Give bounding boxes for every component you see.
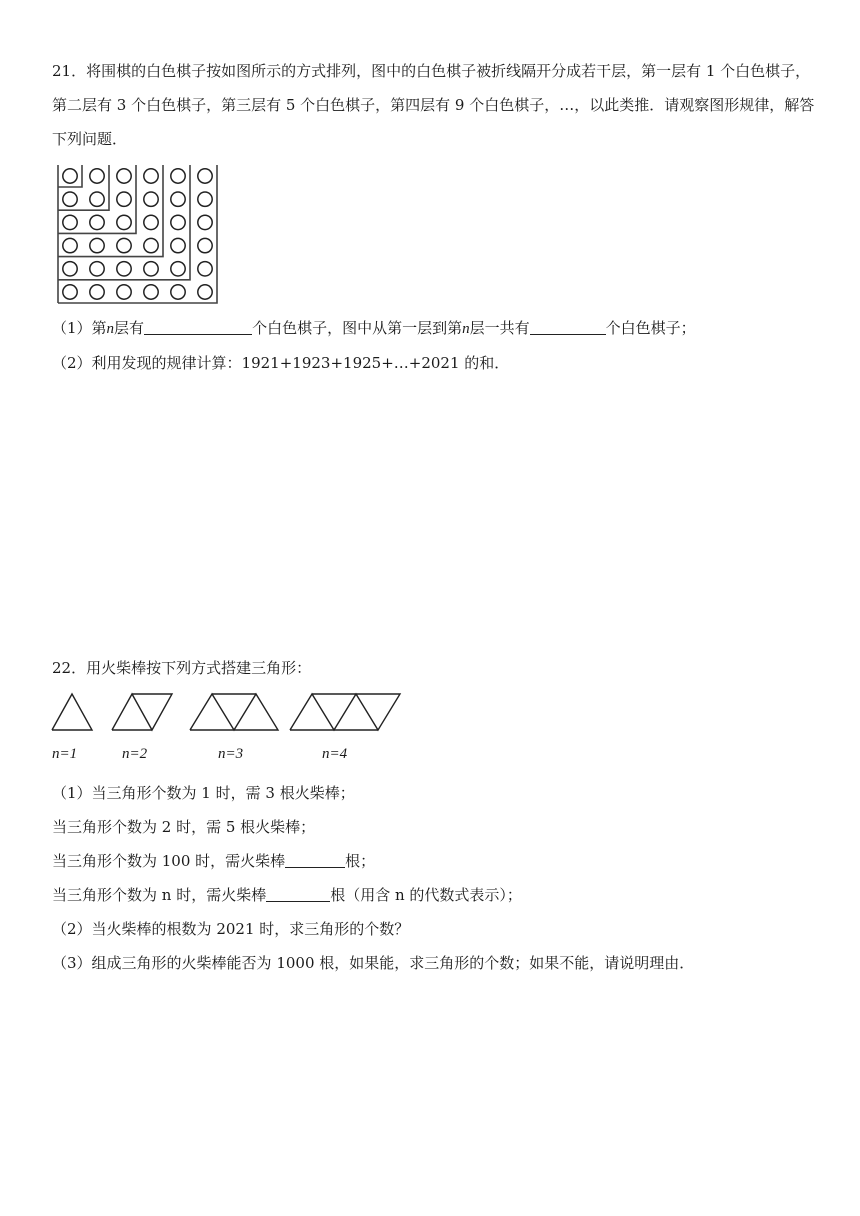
- go-stone: [144, 215, 158, 229]
- label-n4: n=4: [322, 746, 348, 762]
- q21-intro-line1: 21．将围棋的白色棋子按如图所示的方式排列，图中的白色棋子被折线隔开分成若干层，第一层有 1 个白色棋子，: [52, 62, 811, 80]
- answer-blank-n-triangles[interactable]: [266, 885, 330, 902]
- go-stone: [117, 285, 131, 299]
- go-stone: [171, 262, 185, 276]
- go-stone: [198, 169, 212, 183]
- q22-p1-line4-text-a: 当三角形个数为 n 时，需火柴棒: [52, 886, 267, 904]
- answer-blank-100-triangles[interactable]: [285, 851, 345, 868]
- label-n1: n=1: [52, 746, 78, 762]
- q22-p1-line1: （1）当三角形个数为 1 时，需 3 根火柴棒；: [52, 784, 355, 802]
- answer-blank-layer-n[interactable]: [144, 318, 252, 335]
- go-stone: [198, 238, 212, 252]
- go-stone: [144, 238, 158, 252]
- triangle-n4-a: [290, 694, 400, 730]
- go-stone: [117, 169, 131, 183]
- go-stone: [198, 215, 212, 229]
- q21-intro-line3: 下列问题．: [52, 130, 128, 148]
- go-stone: [144, 169, 158, 183]
- label-n2: n=2: [122, 746, 148, 762]
- q21-part1-text-c: 个白色棋子，图中从第一层到第: [252, 319, 463, 337]
- matchstick-triangles-figure: [50, 688, 400, 764]
- go-stone: [171, 238, 185, 252]
- q21-intro-line2: 第二层有 3 个白色棋子，第三层有 5 个白色棋子，第四层有 9 个白色棋子，…，以此类推．请观察图形规律，解答: [52, 96, 815, 114]
- go-stone: [90, 285, 104, 299]
- go-stone: [63, 285, 77, 299]
- go-stones-figure: [56, 164, 216, 300]
- q22-title: 22．用火柴棒按下列方式搭建三角形：: [52, 659, 312, 677]
- q21-part1: [52, 317, 820, 340]
- q22-p1-line4: [52, 884, 820, 906]
- go-stone: [198, 262, 212, 276]
- layer-separator-line: [58, 165, 136, 233]
- q21-part1-text-d: 层一共有: [469, 319, 530, 337]
- triangle-n3-a: [190, 694, 278, 730]
- triangle-n2-a: [112, 694, 172, 730]
- go-stone: [171, 169, 185, 183]
- go-stone: [144, 285, 158, 299]
- go-stone: [90, 169, 104, 183]
- triangle-n1: [52, 694, 92, 730]
- label-n3: n=3: [218, 746, 244, 762]
- go-stone: [171, 285, 185, 299]
- q21-part1-text-b: 层有: [114, 319, 145, 337]
- q22-p1-line3-text-a: 当三角形个数为 100 时，需火柴棒: [52, 852, 286, 870]
- q22-p1-line4-text-b: 根（用含 n 的代数式表示）；: [330, 886, 522, 904]
- go-stone: [117, 262, 131, 276]
- go-stone: [171, 215, 185, 229]
- go-stone: [90, 215, 104, 229]
- go-stone: [63, 192, 77, 206]
- q22-p3: （3）组成三角形的火柴棒能否为 1000 根，如果能，求三角形的个数；如果不能，请说明理由．: [52, 954, 695, 972]
- answer-blank-total-n[interactable]: [530, 318, 606, 335]
- go-stone: [198, 285, 212, 299]
- go-stone: [90, 192, 104, 206]
- go-stone: [63, 238, 77, 252]
- q21-part1-text-e: 个白色棋子；: [605, 319, 696, 337]
- go-stone: [198, 192, 212, 206]
- go-stone: [144, 262, 158, 276]
- go-stone: [117, 238, 131, 252]
- go-stone: [117, 192, 131, 206]
- go-stone: [90, 262, 104, 276]
- go-stone: [144, 192, 158, 206]
- go-stone: [63, 169, 77, 183]
- q22-p1-line3: [52, 850, 820, 872]
- go-stone: [171, 192, 185, 206]
- q21-part2: （2）利用发现的规律计算：1921+1923+1925+…+2021 的和．: [52, 354, 510, 372]
- go-stone: [63, 262, 77, 276]
- q22-p1-line3-text-b: 根；: [345, 852, 376, 870]
- q22-p2: （2）当火柴棒的根数为 2021 时，求三角形的个数？: [52, 920, 410, 938]
- q21-part1-var-n2: n: [462, 321, 470, 337]
- go-stone: [63, 215, 77, 229]
- go-stone: [117, 215, 131, 229]
- q21-part1-var-n: n: [106, 321, 115, 337]
- q21-part1-text-a: （1）第: [52, 319, 107, 337]
- go-stone: [90, 238, 104, 252]
- q22-p1-line2: 当三角形个数为 2 时，需 5 根火柴棒；: [52, 818, 316, 836]
